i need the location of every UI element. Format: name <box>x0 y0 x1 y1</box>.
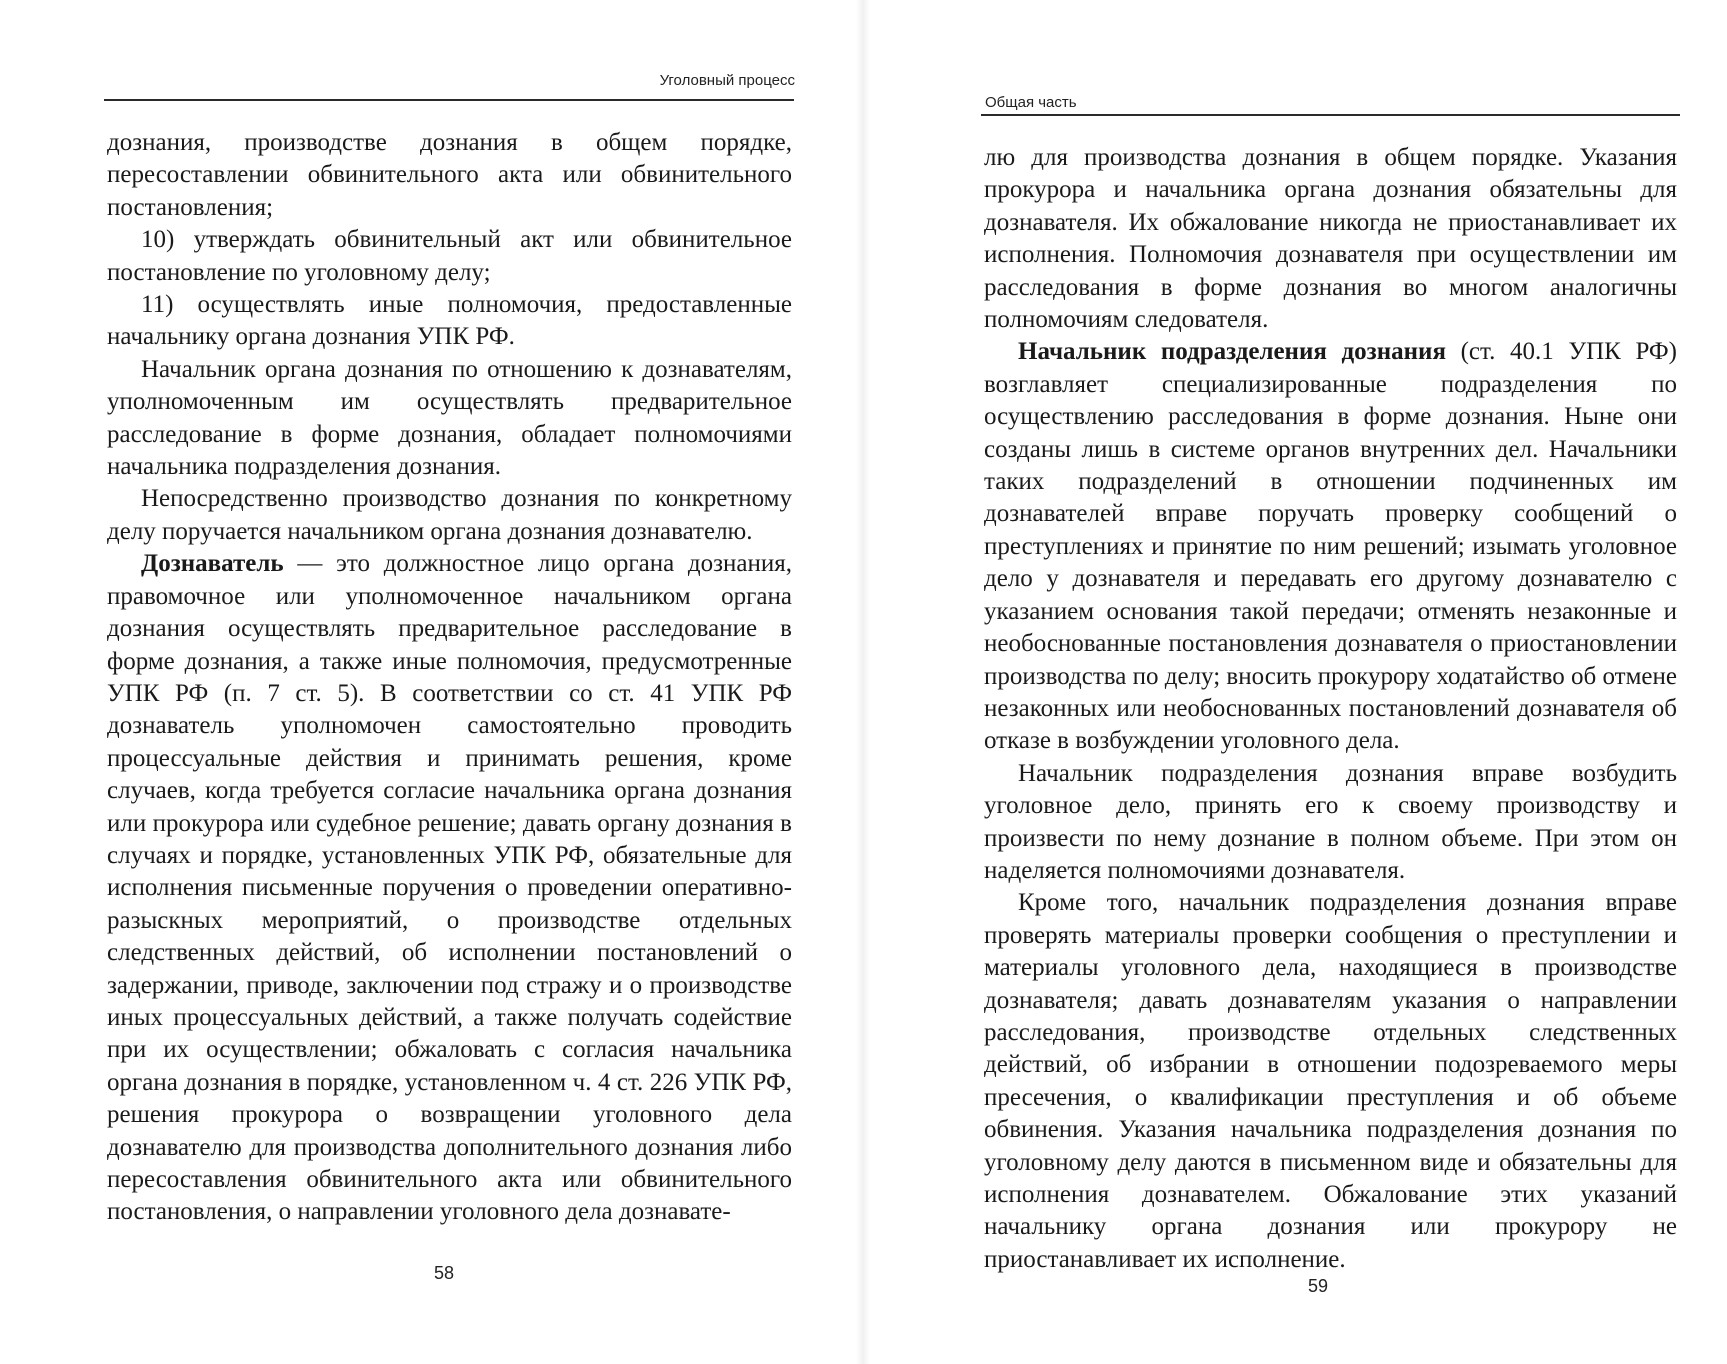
left-body-text <box>107 127 792 1229</box>
right-running-head: Общая часть <box>985 94 1077 111</box>
left-paragraph-5: Непосредственно производство дознания по конкретному делу поручается начальником органа дознания дознавателю. <box>107 485 792 545</box>
left-header-rule <box>104 99 794 101</box>
left-paragraph-1: дознания, производстве дознания в общем порядке, пересоставлении обвинительного акта или обвинительного постановления; <box>107 129 792 221</box>
right-header-rule <box>981 114 1680 116</box>
left-page <box>0 0 863 1364</box>
term-nachalnik-podrazdeleniya: Начальник подразделения дознания <box>1018 338 1446 366</box>
left-paragraph-2: 10) утверждать обвинительный акт или обвинительное постановление по уголовному делу; <box>107 226 792 286</box>
left-paragraph-6-text: — это должностное лицо органа дознания, правомочное или уполномоченное начальником органа дознания осуществлять предварительное расследование в форме дознания, а также иные полномочия, предусмотренные УПК РФ (п. 7 ст. 5). В соответствии со ст. 41 УПК РФ дознаватель уполномочен самостоятельно проводить процессуальные действия и принимать решения, кроме случаев, когда требуется согласие начальника органа дознания или прокурора или судебное решение; давать органу дознания в случаях и порядке, установленных УПК РФ, обязательные для исполнения письменные поручения о проведении оперативно-разыскных мероприятий, о производстве отдельных следственных действий, об исполнении постановлений о задержании, приводе, заключении под стражу и о производстве иных процессуальных действий, а также получать содействие при их осуществлении; обжаловать с согласия начальника органа дознания в порядке, установленном ч. 4 ст. 226 УПК РФ, решения прокурора о возвращении уголовного дела дознавателю для производства дополнительного дознания либо пересоставления обвинительного акта или обвинительного постановления, о направлении уголовного дела дознавате- <box>107 550 792 1226</box>
left-paragraph-4: Начальник органа дознания по отношению к дознавателям, уполномоченным им осуществлять предварительное расследование в форме дознания, обладает полномочиями начальника подразделения дознания. <box>107 355 792 481</box>
right-page-number: 59 <box>1308 1276 1329 1296</box>
right-paragraph-2 <box>984 336 1677 757</box>
right-paragraph-1: лю для производства дознания в общем порядке. Указания прокурора и начальника органа дознания обязательны для дознавателя. Их обжалование никогда не приостанавливает их исполнения. Полномочия дознавателя при осуществлении им расследования в форме дознания во многом аналогичны полномочиям следователя. <box>984 144 1677 334</box>
left-paragraph-3: 11) осуществлять иные полномочия, предоставленные начальнику органа дознания УПК РФ. <box>107 291 792 351</box>
left-paragraph-6 <box>107 548 792 1229</box>
right-paragraph-3: Начальник подразделения дознания вправе возбудить уголовное дело, принять его к своему производству и произвести по нему дознание в полном объеме. При этом он наделяется полномочиями дознавателя. <box>984 759 1677 884</box>
right-paragraph-2-text: (ст. 40.1 УПК РФ) возглавляет специализированные подразделения по осуществлению расследования в форме дознания. Ныне они созданы лишь в системе органов внутренних дел. Начальники таких подразделений в отношении подчиненных им дознавателей вправе поручать проверку сообщений о преступлениях и принятие по ним решений; изымать уголовное дело у дознавателя и передавать его другому дознавателю с указанием основания такой передачи; отменять незаконные и необоснованные постановления дознавателя о приостановлении производства по делу; вносить прокурору ходатайство об отмене незаконных или необоснованных постановлений дознавателя об отказе в возбуждении уголовного дела. <box>984 338 1677 755</box>
right-page <box>863 0 1727 1364</box>
left-running-head: Уголовный процесс <box>659 72 795 89</box>
right-body-text <box>984 142 1677 1276</box>
right-paragraph-4: Кроме того, начальник подразделения дознания вправе проверять материалы проверки сообщения о преступлении и материалы уголовного дела, находящиеся в производстве дознавателя; давать дознавателям указания о направлении расследования, производстве отдельных следственных действий, об избрании в отношении подозреваемого меры пресечения, о квалификации преступления и об объеме обвинения. Указания начальника подразделения дознания по уголовному делу даются в письменном виде и обязательны для исполнения дознавателем. Обжалование этих указаний начальнику органа дознания или прокурору не приостанавливает их исполнение. <box>984 889 1677 1273</box>
term-doznavatel: Дознаватель <box>141 550 284 578</box>
left-page-number: 58 <box>434 1263 455 1283</box>
